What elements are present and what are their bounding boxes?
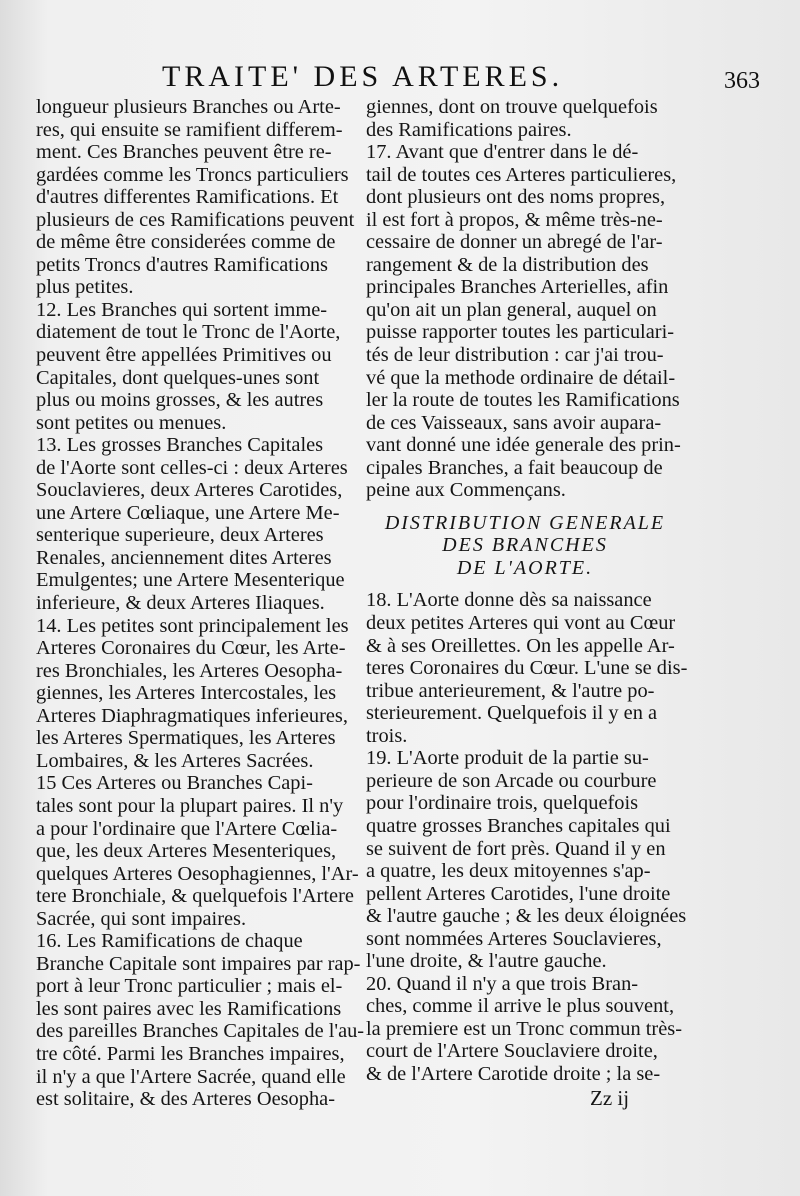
- text-line: Emulgentes; une Artere Mesenterique: [36, 569, 345, 592]
- text-line: que, les deux Arteres Mesenteriques,: [36, 840, 337, 863]
- text-line: tales sont pour la plupart paires. Il n'y: [36, 794, 344, 817]
- section-heading-line: DISTRIBUTION GENERALE: [384, 511, 666, 534]
- text-line: res, qui ensuite se ramifient differem-: [36, 118, 343, 141]
- text-line: Souclavieres, deux Arteres Carotides,: [36, 479, 343, 502]
- text-line: une Artere Cœliaque, une Artere Me-: [36, 501, 340, 524]
- section-heading: [366, 512, 684, 580]
- text-line: 20. Quand il n'y a que trois Bran-: [366, 972, 639, 995]
- text-line: de ces Vaisseaux, sans avoir aupara-: [366, 411, 662, 434]
- spacer: [366, 579, 684, 589]
- text-line: 14. Les petites sont principalement les: [36, 614, 349, 637]
- text-line: ment. Ces Branches peuvent être re-: [36, 141, 332, 164]
- text-line: tribue anterieurement, & l'autre po-: [366, 679, 655, 702]
- text-line: Branche Capitale sont impaires par rap-: [36, 952, 361, 975]
- text-line: court de l'Artere Souclaviere droite,: [366, 1040, 658, 1063]
- text-line: sont nommées Arteres Souclavieres,: [366, 927, 662, 950]
- text-line: giennes, dont on trouve quelquefois: [366, 96, 658, 118]
- text-line: Arteres Diaphragmatiques inferieures,: [36, 704, 348, 727]
- text-line: trois.: [366, 724, 408, 747]
- text-line: il est fort à propos, & même très-ne-: [366, 208, 663, 231]
- text-line: 12. Les Branches qui sortent imme-: [36, 298, 328, 321]
- text-line: 16. Les Ramifications de chaque: [36, 930, 303, 953]
- text-line: giennes, les Arteres Intercostales, les: [36, 682, 337, 705]
- right-column-bottom: [366, 589, 688, 1085]
- text-line: ler la route de toutes les Ramifications: [366, 389, 680, 412]
- text-line: les sont paires avec les Ramifications: [36, 997, 342, 1020]
- page-number: 363: [724, 68, 760, 94]
- text-line: 17. Avant que d'entrer dans le dé-: [366, 141, 639, 164]
- running-title: TRAITE' DES ARTERES.: [162, 60, 564, 93]
- text-line: Arteres Coronaires du Cœur, les Arte-: [36, 637, 346, 660]
- text-line: de l'Aorte sont celles-ci : deux Arteres: [36, 456, 348, 479]
- text-line: 13. Les grosses Branches Capitales: [36, 434, 324, 457]
- text-line: quatre grosses Branches capitales qui: [366, 814, 671, 837]
- text-line: tés de leur distribution : car j'ai trou-: [366, 344, 664, 367]
- text-line: quelques Arteres Oesophagiennes, l'Ar-: [36, 862, 359, 885]
- text-line: pour l'ordinaire trois, quelquefois: [366, 792, 639, 815]
- text-line: plus ou moins grosses, & les autres: [36, 389, 324, 412]
- text-line: plusieurs de ces Ramifications peuvent: [36, 208, 355, 231]
- text-line: tre côté. Parmi les Branches impaires,: [36, 1042, 345, 1065]
- text-line: tail de toutes ces Arteres particulieres,: [366, 163, 677, 186]
- left-column: [36, 96, 365, 1111]
- text-line: a quatre, les deux mitoyennes s'ap-: [366, 860, 651, 883]
- text-line: & de l'Artere Carotide droite ; la se-: [366, 1062, 661, 1085]
- text-line: puisse rapporter toutes les particulari-: [366, 321, 675, 344]
- text-line: ches, comme il arrive le plus souvent,: [366, 995, 675, 1018]
- text-line: 19. L'Aorte produit de la partie su-: [366, 747, 649, 770]
- signature-mark: Zz ij: [590, 1086, 630, 1110]
- text-line: sont petites ou menues.: [36, 411, 227, 434]
- text-line: deux petites Arteres qui vont au Cœur: [366, 612, 676, 635]
- text-line: & à ses Oreillettes. On les appelle Ar-: [366, 634, 675, 657]
- text-line: vant donné une idée generale des prin-: [366, 434, 681, 457]
- text-line: petits Troncs d'autres Ramifications: [36, 253, 328, 276]
- text-line: Renales, anciennement dites Arteres: [36, 546, 332, 569]
- right-column-top: [366, 96, 684, 502]
- text-line: 15 Ces Arteres ou Branches Capi-: [36, 772, 313, 795]
- text-line: 18. L'Aorte donne dès sa naissance: [366, 589, 652, 612]
- text-line: l'une droite, & l'autre gauche.: [366, 950, 607, 973]
- text-line: peine aux Commençans.: [366, 479, 566, 502]
- text-line: des pareilles Branches Capitales de l'au-: [36, 1020, 365, 1043]
- text-line: dont plusieurs ont des noms propres,: [366, 186, 666, 209]
- section-heading-line: DES BRANCHES: [442, 534, 608, 557]
- text-line: les Arteres Spermatiques, les Arteres: [36, 727, 336, 750]
- text-line: vé que la methode ordinaire de détail-: [366, 366, 676, 389]
- text-line: pellent Arteres Carotides, l'une droite: [366, 882, 671, 905]
- page-header: [150, 58, 760, 98]
- text-line: rangement & de la distribution des: [366, 253, 649, 276]
- text-line: inferieure, & deux Arteres Iliaques.: [36, 592, 325, 615]
- text-line: tere Bronchiale, & quelquefois l'Artere: [36, 885, 354, 908]
- text-line: a pour l'ordinaire que l'Artere Cœlia-: [36, 817, 338, 840]
- text-line: qu'on ait un plan general, auquel on: [366, 298, 657, 321]
- text-line: la premiere est un Tronc commun très-: [366, 1017, 682, 1040]
- text-line: de même être considerées comme de: [36, 231, 336, 254]
- right-column: [366, 96, 688, 1086]
- text-line: plus petites.: [36, 276, 134, 299]
- text-line: port à leur Tronc particulier ; mais el-: [36, 975, 343, 998]
- text-line: se suivent de fort près. Quand il y en: [366, 837, 666, 860]
- text-line: teres Coronaires du Cœur. L'une se dis-: [366, 657, 688, 680]
- text-line: res Bronchiales, les Arteres Oesopha-: [36, 659, 343, 682]
- text-line: senterique superieure, deux Arteres: [36, 524, 324, 547]
- text-line: diatement de tout le Tronc de l'Aorte,: [36, 321, 341, 344]
- text-line: est solitaire, & des Arteres Oesopha-: [36, 1088, 335, 1111]
- text-line: cessaire de donner un abregé de l'ar-: [366, 231, 663, 254]
- text-line: il n'y a que l'Artere Sacrée, quand elle: [36, 1065, 346, 1088]
- text-line: Sacrée, qui sont impaires.: [36, 907, 247, 930]
- text-line: & l'autre gauche ; & les deux éloignées: [366, 905, 687, 928]
- text-line: gardées comme les Troncs particuliers: [36, 163, 349, 186]
- text-line: principales Branches Arterielles, afin: [366, 276, 669, 299]
- text-line: Lombaires, & les Arteres Sacrées.: [36, 749, 314, 772]
- spacer: [366, 502, 684, 512]
- text-line: longueur plusieurs Branches ou Arte-: [36, 96, 341, 118]
- text-line: des Ramifications paires.: [366, 118, 572, 141]
- text-line: perieure de son Arcade ou courbure: [366, 769, 657, 792]
- text-line: Capitales, dont quelques-unes sont: [36, 366, 320, 389]
- section-heading-line: DE L'AORTE.: [456, 556, 594, 579]
- text-line: peuvent être appellées Primitives ou: [36, 344, 332, 367]
- text-line: sterieurement. Quelquefois il y en a: [366, 702, 658, 725]
- text-line: d'autres differentes Ramifications. Et: [36, 186, 339, 209]
- text-line: cipales Branches, a fait beaucoup de: [366, 456, 663, 479]
